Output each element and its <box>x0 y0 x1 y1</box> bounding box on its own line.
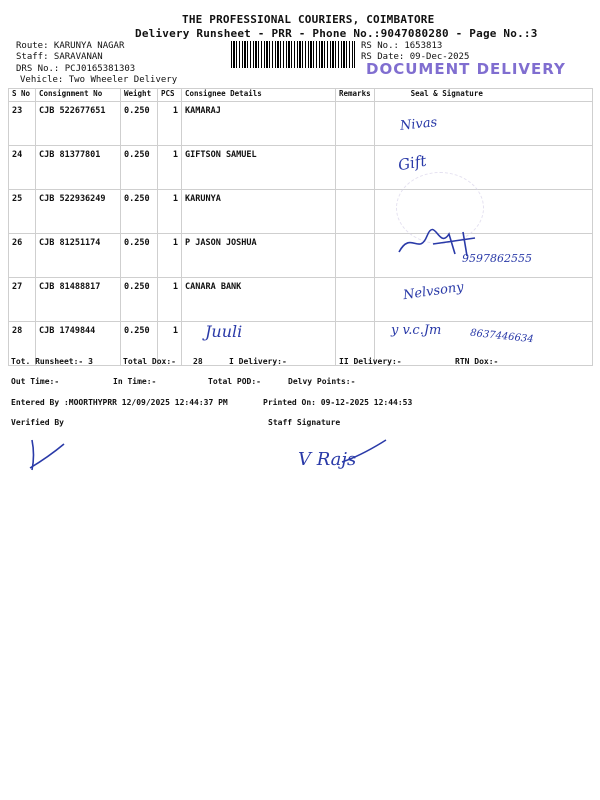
staff-signature: V Rajs <box>298 449 357 470</box>
verified-by-label: Verified By <box>11 418 64 427</box>
rtn-dox: RTN Dox:- <box>455 357 499 366</box>
row-consignment: CJB 81377801 <box>36 146 121 190</box>
in-time: In Time:- <box>113 377 157 386</box>
row-consignee: GIFTSON SAMUEL <box>182 146 336 190</box>
total-dox-value: 28 <box>193 357 203 366</box>
row-consignee: P JASON JOSHUA <box>182 234 336 278</box>
row-consignment: CJB 81251174 <box>36 234 121 278</box>
row-weight: 0.250 <box>121 234 158 278</box>
rs-number: RS No.: 1653813 <box>361 41 443 51</box>
row-pcs: 1 <box>158 146 182 190</box>
row-sno: 28 <box>9 322 36 366</box>
table-row <box>9 190 593 234</box>
row-consignment: CJB 81488817 <box>36 278 121 322</box>
route: Route: KARUNYA NAGAR <box>16 41 125 51</box>
staff-signature-stroke <box>340 438 390 468</box>
total-runsheet: Tot. Runsheet:- 3 <box>11 357 93 366</box>
vehicle: Vehicle: Two Wheeler Delivery <box>20 75 178 85</box>
delvy-points: Delvy Points:- <box>288 377 356 386</box>
i-delivery: I Delivery:- <box>229 357 287 366</box>
document-delivery-stamp: DOCUMENT DELIVERY <box>366 60 566 78</box>
row-consignee: KAMARAJ <box>182 102 336 146</box>
signature-row-28: y v.c.Jm <box>391 323 442 338</box>
staff-signature-label: Staff Signature <box>268 418 341 427</box>
row-weight: 0.250 <box>121 278 158 322</box>
entered-by: Entered By :MOORTHYPRR 12/09/2025 12:44:37 PM <box>11 398 228 407</box>
signature-row-24: Gift <box>396 151 428 175</box>
row-remarks <box>336 102 375 146</box>
phone-row-28: 8637446634 <box>469 327 535 346</box>
row-weight: 0.250 <box>121 102 158 146</box>
total-pod: Total POD:- <box>208 377 261 386</box>
consignee-row-28-handwritten: Juuli <box>205 322 243 341</box>
row-sno: 23 <box>9 102 36 146</box>
row-consignment: CJB 522936249 <box>36 190 121 234</box>
col-header-remarks: Remarks <box>336 89 375 102</box>
signature-row-23: Nivas <box>399 115 438 134</box>
row-pcs: 1 <box>158 322 182 366</box>
row-remarks <box>336 190 375 234</box>
row-sno: 27 <box>9 278 36 322</box>
consignment-table <box>8 88 593 366</box>
col-header-pcs: PCS <box>158 89 182 102</box>
row-sno: 26 <box>9 234 36 278</box>
row-consignment: CJB 522677651 <box>36 102 121 146</box>
row-consignee: CANARA BANK <box>182 278 336 322</box>
table-row <box>9 102 593 146</box>
table-row <box>9 322 593 366</box>
row-consignee: KARUNYA <box>182 190 336 234</box>
total-dox-label: Total Dox:- <box>123 357 176 366</box>
rs-date: RS Date: 09-Dec-2025 <box>361 52 470 62</box>
row-weight: 0.250 <box>121 146 158 190</box>
table-row <box>9 278 593 322</box>
col-header-sno: S No <box>9 89 36 102</box>
row-pcs: 1 <box>158 278 182 322</box>
row-pcs: 1 <box>158 102 182 146</box>
verified-by-signature <box>24 436 68 476</box>
col-header-consignee: Consignee Details <box>182 89 336 102</box>
row-sno: 25 <box>9 190 36 234</box>
row-remarks <box>336 234 375 278</box>
table-row <box>9 146 593 190</box>
row-remarks <box>336 146 375 190</box>
barcode-image <box>231 41 355 68</box>
row-pcs: 1 <box>158 234 182 278</box>
col-header-consignment: Consignment No <box>36 89 121 102</box>
printed-on: Printed On: 09-12-2025 12:44:53 <box>263 398 413 407</box>
ii-delivery: II Delivery:- <box>339 357 402 366</box>
col-header-weight: Weight <box>121 89 158 102</box>
company-name: THE PROFESSIONAL COURIERS, COIMBATORE <box>182 13 435 26</box>
table-header-row <box>9 89 593 102</box>
col-header-seal-signature: Seal & Signature <box>374 89 592 102</box>
drs-number: DRS No.: PCJ0165381303 <box>16 64 136 74</box>
row-weight: 0.250 <box>121 190 158 234</box>
row-consignment: CJB 1749844 <box>36 322 121 366</box>
row-remarks <box>336 278 375 322</box>
staff: Staff: SARAVANAN <box>16 52 103 62</box>
row-sno: 24 <box>9 146 36 190</box>
runsheet-title: Delivery Runsheet - PRR - Phone No.:9047080280 - Page No.:3 <box>135 27 538 40</box>
row-weight: 0.250 <box>121 322 158 366</box>
phone-row-26: 9597862555 <box>462 252 532 265</box>
out-time: Out Time:- <box>11 377 60 386</box>
row-pcs: 1 <box>158 190 182 234</box>
signature-row-27: Nelvsony <box>402 279 465 304</box>
